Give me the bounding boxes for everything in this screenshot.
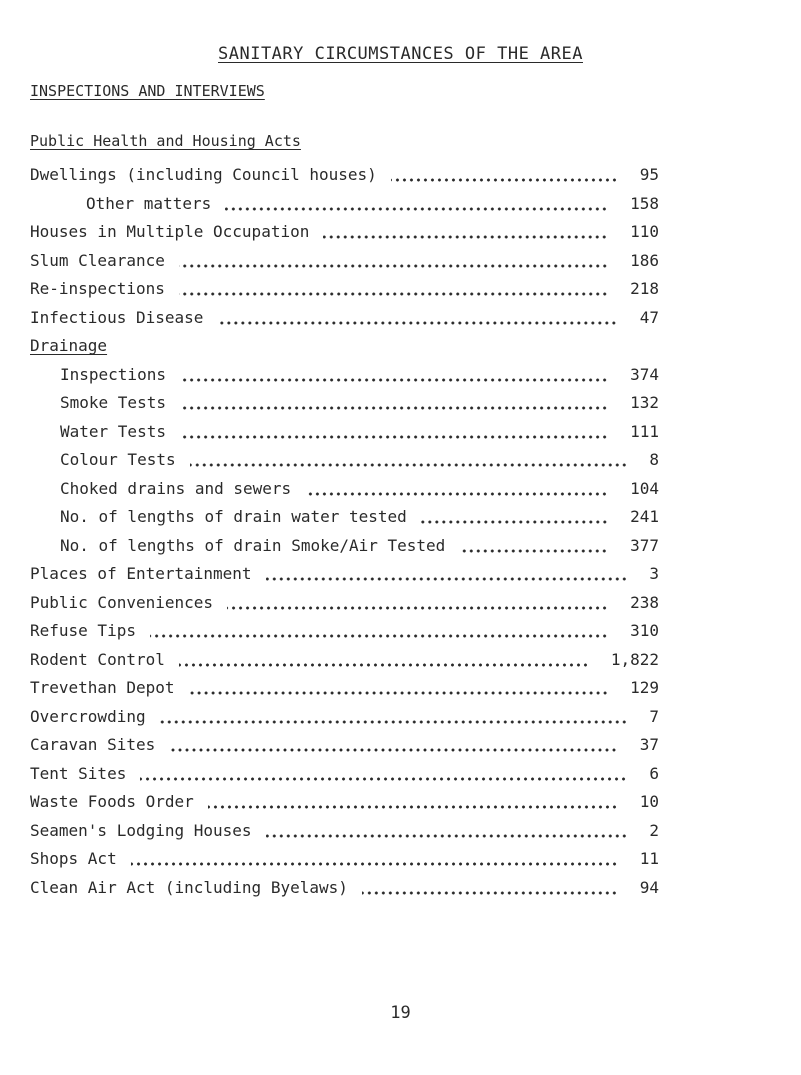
- row-label: Infectious Disease: [30, 307, 204, 327]
- dot-leader: [179, 650, 589, 670]
- row-value: 111: [630, 421, 659, 441]
- dot-leader: [459, 536, 608, 556]
- dot-leader: [305, 479, 608, 499]
- row-label: Slum Clearance: [30, 250, 165, 270]
- section-heading: INSPECTIONS AND INTERVIEWS: [30, 82, 265, 100]
- row-label: Trevethan Depot: [30, 678, 175, 697]
- page-number: 19: [390, 1003, 411, 1023]
- table-row: [0, 764, 801, 792]
- row-value: 10: [639, 792, 659, 811]
- row-label: Houses in Multiple Occupation: [30, 222, 310, 241]
- dot-leader: [266, 564, 628, 584]
- row-label: Re-inspections: [30, 279, 165, 298]
- row-label: Tent Sites: [30, 763, 127, 783]
- row-label: Shops Act: [30, 849, 117, 868]
- dot-leader: [160, 707, 628, 727]
- table-row: [0, 707, 801, 735]
- row-label: No. of lengths of drain water tested: [60, 507, 407, 526]
- table-row: [0, 450, 801, 478]
- dot-leader: [323, 222, 608, 242]
- row-label: No. of lengths of drain Smoke/Air Tested: [60, 535, 446, 555]
- table-row: [0, 194, 801, 222]
- row-value: 2: [649, 820, 659, 840]
- row-value: 374: [630, 364, 659, 384]
- row-value: 377: [630, 535, 659, 555]
- table-row: [0, 251, 801, 279]
- table-row: [0, 422, 801, 450]
- row-label: Places of Entertainment: [30, 564, 252, 583]
- row-label: Smoke Tests: [60, 393, 166, 412]
- dot-leader: [391, 165, 618, 185]
- row-value: 11: [639, 849, 659, 868]
- row-value: 37: [639, 735, 659, 754]
- dot-leader: [150, 621, 608, 641]
- row-value: 1,822: [610, 649, 659, 669]
- dot-leader: [421, 507, 608, 527]
- row-label: Dwellings (including Council houses): [30, 165, 377, 184]
- dot-leader: [217, 308, 617, 328]
- table-row: [0, 279, 801, 307]
- row-label: Water Tests: [60, 421, 166, 441]
- row-value: 310: [630, 621, 659, 640]
- row-value: 47: [639, 307, 659, 327]
- table-row: [0, 536, 801, 564]
- row-label: Refuse Tips: [30, 621, 136, 640]
- row-value: 129: [630, 678, 659, 697]
- dot-leader: [208, 792, 618, 812]
- dot-leader: [190, 450, 628, 470]
- row-label: Inspections: [60, 364, 166, 384]
- dot-leader: [180, 422, 608, 442]
- row-value: 3: [649, 564, 659, 583]
- dot-leader: [180, 393, 608, 413]
- row-label: Colour Tests: [60, 450, 176, 469]
- table-row: [0, 365, 801, 393]
- table-row: [0, 165, 801, 193]
- table-row: [0, 507, 801, 535]
- table-row: [0, 735, 801, 763]
- row-label: Other matters: [86, 193, 212, 213]
- row-value: 110: [630, 222, 659, 241]
- row-value: 7: [649, 706, 659, 726]
- row-value: 132: [630, 393, 659, 412]
- row-label: Clean Air Act (including Byelaws): [30, 877, 348, 897]
- dot-leader: [140, 764, 627, 784]
- row-value: 95: [639, 165, 659, 184]
- table-row: [0, 878, 801, 906]
- dot-leader: [227, 593, 608, 613]
- table-row: [0, 678, 801, 706]
- row-value: 238: [630, 592, 659, 612]
- document-title: SANITARY CIRCUMSTANCES OF THE AREA: [218, 44, 583, 64]
- dot-leader: [169, 735, 618, 755]
- row-value: 158: [630, 193, 659, 213]
- row-value: 241: [630, 507, 659, 526]
- row-label: Overcrowding: [30, 706, 146, 726]
- row-value: 104: [630, 478, 659, 498]
- row-label: Choked drains and sewers: [60, 478, 292, 498]
- dot-leader: [180, 365, 608, 385]
- table-row: [0, 621, 801, 649]
- table-row: [0, 792, 801, 820]
- row-value: 94: [639, 877, 659, 897]
- drainage-heading: Drainage: [30, 336, 108, 355]
- dot-leader: [362, 878, 618, 898]
- dot-leader: [266, 821, 628, 841]
- row-label: Waste Foods Order: [30, 792, 194, 811]
- dot-leader: [225, 194, 608, 214]
- dot-leader: [179, 251, 608, 271]
- dot-leader: [131, 849, 618, 869]
- table-row: [0, 393, 801, 421]
- dot-leader: [179, 279, 608, 299]
- table-row: [0, 593, 801, 621]
- table-row: [0, 479, 801, 507]
- dot-leader: [189, 678, 609, 698]
- table-row: [0, 564, 801, 592]
- table-row: [0, 222, 801, 250]
- row-label: Rodent Control: [30, 649, 165, 669]
- subsection-heading: Public Health and Housing Acts: [30, 132, 301, 150]
- row-label: Seamen's Lodging Houses: [30, 820, 252, 840]
- row-value: 6: [649, 763, 659, 783]
- table-row: [0, 308, 801, 336]
- row-value: 8: [649, 450, 659, 469]
- table-row: [0, 849, 801, 877]
- row-label: Caravan Sites: [30, 735, 156, 754]
- table-row: [0, 821, 801, 849]
- row-value: 186: [630, 250, 659, 270]
- row-value: 218: [630, 279, 659, 298]
- table-row: [0, 650, 801, 678]
- row-label: Public Conveniences: [30, 592, 214, 612]
